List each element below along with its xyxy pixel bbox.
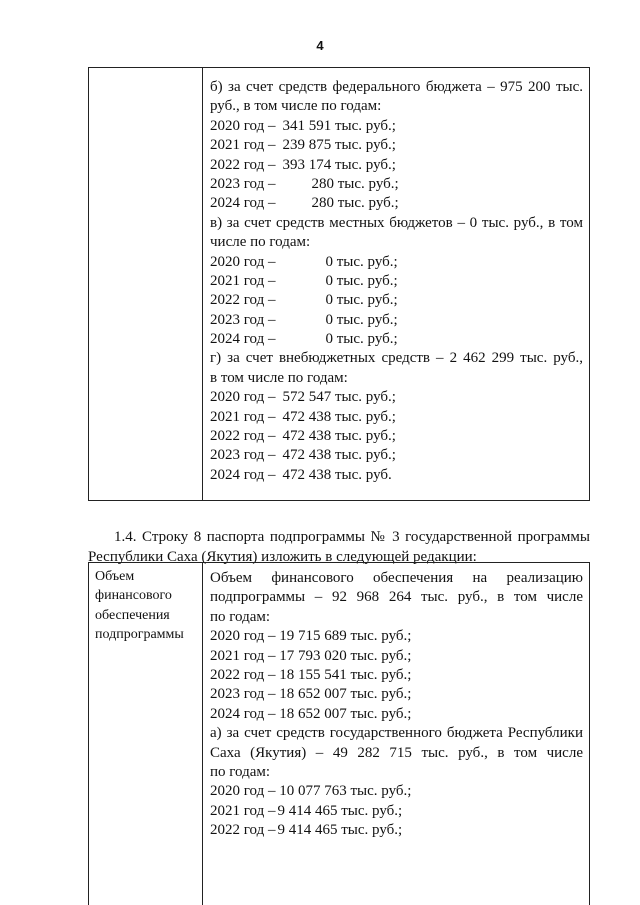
text-line: числе по годам: xyxy=(210,234,311,251)
text-line: 2021 год – 17 793 020 тыс. руб.; xyxy=(210,647,412,664)
year-label: 2021 год – xyxy=(210,408,276,425)
year-amount-line xyxy=(210,330,583,349)
year-amount-line xyxy=(210,117,583,136)
text-line: в) за счет средств местных бюджетов – 0 тыс. руб., в том xyxy=(210,214,583,231)
year-label: 2022 год – xyxy=(210,822,276,839)
year-amount-line xyxy=(210,446,583,465)
table-label-cell xyxy=(89,563,203,905)
year-label: 2021 год – xyxy=(210,272,276,289)
text-line: руб., в том числе по годам: xyxy=(210,98,382,115)
amount-value: 472 438 тыс. руб.; xyxy=(282,447,396,464)
amount-value: 280 тыс. руб.; xyxy=(311,175,399,192)
amount-value: 472 438 тыс. руб. xyxy=(282,466,392,483)
continuation-table xyxy=(88,67,590,501)
year-label: 2024 год – xyxy=(210,195,276,212)
amount-value: 0 тыс. руб.; xyxy=(325,272,398,289)
amount-value: 0 тыс. руб.; xyxy=(325,292,398,309)
text-line: а) за счет средств государственного бюджета Республики xyxy=(210,725,583,742)
label-line: подпрограммы xyxy=(95,627,184,643)
year-label: 2024 год – xyxy=(210,466,276,483)
year-label: 2020 год – xyxy=(210,117,276,134)
amount-value: 0 тыс. руб.; xyxy=(325,253,398,270)
table-content-cell xyxy=(203,563,589,905)
text-line: подпрограммы – 92 968 264 тыс. руб., в том числе xyxy=(210,589,583,606)
text-line: в том числе по годам: xyxy=(210,369,348,386)
amount-value: 393 174 тыс. руб.; xyxy=(282,156,396,173)
amount-value: 0 тыс. руб.; xyxy=(325,331,398,348)
year-label: 2021 год – xyxy=(210,802,276,819)
year-amount-line xyxy=(210,311,583,330)
amount-value: 572 547 тыс. руб.; xyxy=(282,389,396,406)
text-line: б) за счет средств федерального бюджета – 975 200 тыс. xyxy=(210,79,583,95)
text-line: 2024 год – 18 652 007 тыс. руб.; xyxy=(210,705,412,722)
year-amount-line xyxy=(210,427,583,446)
year-amount-line xyxy=(210,408,583,427)
subprogram-funding-table xyxy=(88,562,590,905)
text-line: 2020 год – 10 077 763 тыс. руб.; xyxy=(210,783,412,800)
amount-value: 0 тыс. руб.; xyxy=(325,311,398,328)
year-amount-line xyxy=(210,821,583,840)
amendment-paragraph xyxy=(88,527,590,567)
year-label: 2022 год – xyxy=(210,428,276,445)
amount-value: 472 438 тыс. руб.; xyxy=(282,428,396,445)
amount-value: 341 591 тыс. руб.; xyxy=(282,117,396,134)
table-label-cell xyxy=(89,68,203,500)
text-line: 2023 год – 18 652 007 тыс. руб.; xyxy=(210,686,412,703)
year-label: 2022 год – xyxy=(210,156,276,173)
year-label: 2023 год – xyxy=(210,447,276,464)
amount-value: 239 875 тыс. руб.; xyxy=(282,137,396,154)
amount-value: 9 414 465 тыс. руб.; xyxy=(277,802,403,819)
year-amount-line xyxy=(210,291,583,310)
year-amount-line xyxy=(210,194,583,213)
text-line: 2020 год – 19 715 689 тыс. руб.; xyxy=(210,628,412,645)
label-line: финансового xyxy=(95,588,172,604)
label-line: Объем xyxy=(95,569,135,584)
amount-value: 9 414 465 тыс. руб.; xyxy=(277,822,403,839)
year-label: 2022 год – xyxy=(210,292,276,309)
year-amount-line xyxy=(210,466,583,485)
label-line: обеспечения xyxy=(95,607,170,623)
text-line: по годам: xyxy=(210,608,271,625)
amount-value: 472 438 тыс. руб.; xyxy=(282,408,396,425)
year-amount-line xyxy=(210,388,583,407)
year-label: 2020 год – xyxy=(210,253,276,270)
amount-value: 280 тыс. руб.; xyxy=(311,195,399,212)
year-label: 2024 год – xyxy=(210,331,276,348)
year-label: 2023 год – xyxy=(210,175,276,192)
year-label: 2021 год – xyxy=(210,137,276,154)
paragraph-line: 1.4. Строку 8 паспорта подпрограммы № 3 государственной программы xyxy=(114,529,590,545)
text-line: Саха (Якутия) – 49 282 715 тыс. руб., в том числе xyxy=(210,744,583,761)
year-label: 2020 год – xyxy=(210,389,276,406)
table-content-cell xyxy=(203,68,589,500)
text-line: 2022 год – 18 155 541 тыс. руб.; xyxy=(210,666,412,683)
year-amount-line xyxy=(210,136,583,155)
year-amount-line xyxy=(210,156,583,175)
text-line: г) за счет внебюджетных средств – 2 462 299 тыс. руб., xyxy=(210,350,583,367)
year-amount-line xyxy=(210,253,583,272)
paragraph-line: Республики Саха (Якутия) изложить в следующей редакции: xyxy=(88,549,477,565)
text-line: по годам: xyxy=(210,763,271,780)
year-amount-line xyxy=(210,272,583,291)
year-label: 2023 год – xyxy=(210,311,276,328)
text-line: Объем финансового обеспечения на реализацию xyxy=(210,570,583,586)
year-amount-line xyxy=(210,175,583,194)
year-amount-line xyxy=(210,802,583,821)
page-number: 4 xyxy=(316,38,324,53)
